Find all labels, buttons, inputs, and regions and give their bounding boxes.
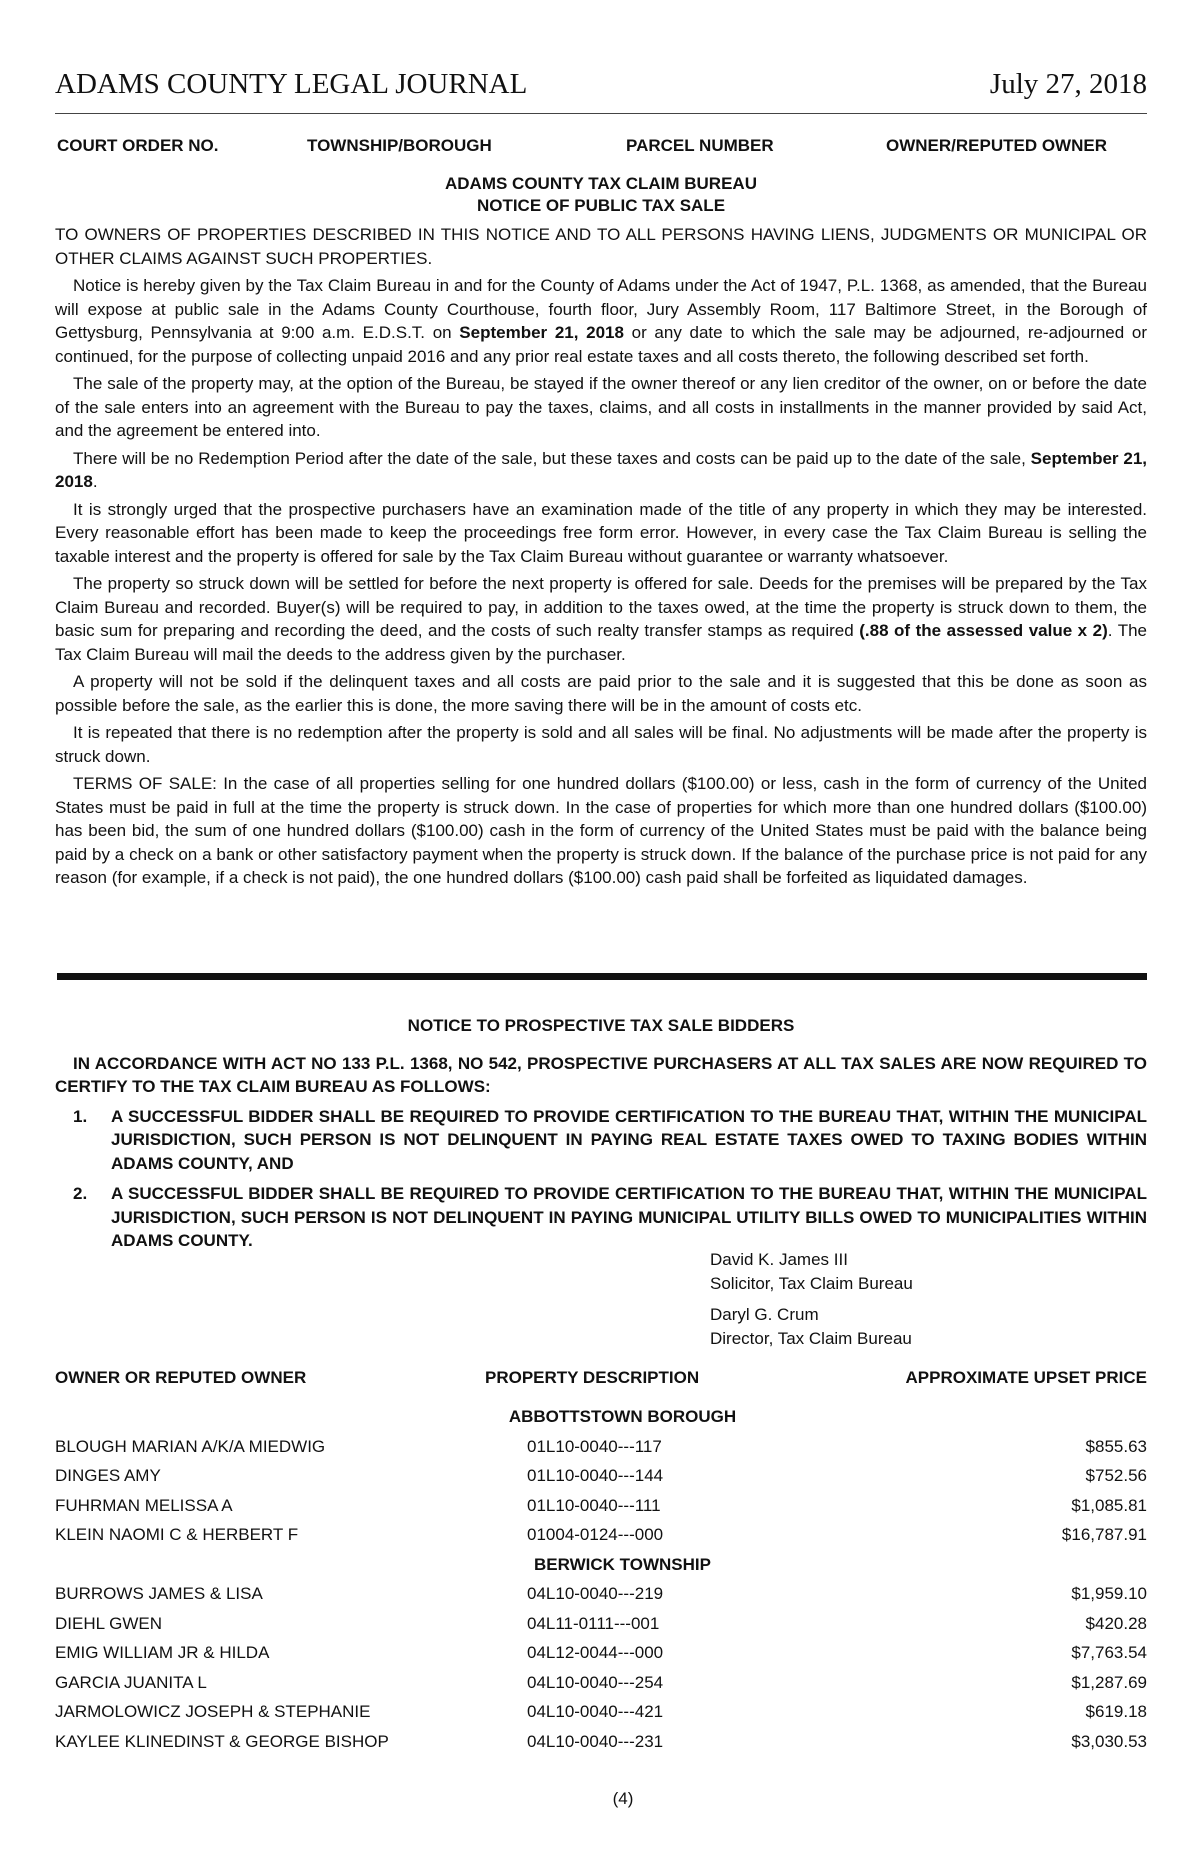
parcel-number: 04L10-0040---421: [527, 1702, 664, 1721]
table-row: [55, 1461, 1147, 1491]
listing-header-price: APPROXIMATE UPSET PRICE: [905, 1368, 1147, 1387]
section-divider: [57, 973, 1147, 980]
notice-title: [55, 173, 1147, 217]
notice-body: [55, 223, 1147, 894]
listing-header: [55, 1368, 1147, 1390]
table-row: [55, 1579, 1147, 1609]
owner-name: JARMOLOWICZ JOSEPH & STEPHANIE: [55, 1702, 371, 1721]
upset-price: $855.63: [1085, 1436, 1147, 1456]
upset-price: $1,959.10: [1071, 1584, 1147, 1603]
owner-name: BLOUGH MARIAN A/K/A MIEDWIG: [55, 1436, 326, 1456]
bidder-notice: [55, 1014, 1147, 1260]
col-parcel: PARCEL NUMBER: [626, 136, 774, 155]
signer-title: Director, Tax Claim Bureau: [710, 1328, 912, 1348]
owner-name: KLEIN NAOMI C & HERBERT F: [55, 1525, 299, 1544]
owner-name: BURROWS JAMES & LISA: [55, 1584, 263, 1603]
bidder-requirement-item: 1. A SUCCESSFUL BIDDER SHALL BE REQUIRED TO PROVIDE CERTIFICATION TO THE BUREAU THAT, WITHIN THE MUNICIPAL JURISDICTION, SUCH PERSON IS NOT DELINQUENT IN PAYING REAL ESTATE TAXES OWED TO TAXING BODIES WITHIN ADAMS COUNTY, AND: [73, 1106, 1147, 1173]
parcel-number: 04L10-0040---254: [527, 1672, 664, 1692]
notice-title-bureau: ADAMS COUNTY TAX CLAIM BUREAU: [445, 174, 757, 193]
owner-name: EMIG WILLIAM JR & HILDA: [55, 1643, 270, 1662]
signer-solicitor: [710, 1248, 913, 1295]
notice-paragraph-redemption: There will be no Redemption Period after the date of the sale, but these taxes and costs can be paid up to the date of the sale, September 21, 2018.: [55, 448, 1147, 491]
parcel-number: 04L10-0040---219: [527, 1584, 664, 1603]
upset-price: $1,085.81: [1071, 1495, 1147, 1515]
bidder-notice-title: NOTICE TO PROSPECTIVE TAX SALE BIDDERS: [407, 1016, 795, 1035]
journal-title: ADAMS COUNTY LEGAL JOURNAL: [55, 68, 528, 100]
parcel-number: 04L11-0111---001: [527, 1613, 660, 1633]
notice-paragraph-delinquent: A property will not be sold if the delinquent taxes and all costs are paid prior to the sale and it is suggested that this be done as soon as possible before the sale, as the earlier this is done, the more saving there will be in the amount of costs etc.: [55, 672, 1147, 715]
notice-paragraph-deeds: The property so struck down will be settled for before the next property is offered for sale. Deeds for the premises will be prepared by the Tax Claim Bureau and recorded. Buyer(s) will be required to pay, in addition to the taxes owed, at the time the property is struck down to them, the basic sum for preparing and recording the deed, and the costs of such realty transfer stamps as required (.88 of the assessed value x 2). The Tax Claim Bureau will mail the deeds to the address given by the purchaser.: [55, 574, 1148, 664]
sale-date: September 21, 2018: [459, 323, 624, 342]
parcel-number: 01004-0124---000: [527, 1525, 664, 1544]
masthead-rule: [55, 113, 1147, 114]
parcel-number: 01L10-0040---144: [527, 1466, 664, 1485]
notice-preamble: TO OWNERS OF PROPERTIES DESCRIBED IN THIS NOTICE AND TO ALL PERSONS HAVING LIENS, JUDGMENTS OR MUNICIPAL OR OTHER CLAIMS AGAINST SUCH PROPERTIES.: [55, 225, 1147, 268]
listing-header-description: PROPERTY DESCRIPTION: [485, 1368, 700, 1387]
owner-name: DINGES AMY: [55, 1466, 161, 1485]
listing-header-owner: OWNER OR REPUTED OWNER: [55, 1368, 307, 1387]
bidder-requirement-item: 2. A SUCCESSFUL BIDDER SHALL BE REQUIRED TO PROVIDE CERTIFICATION TO THE BUREAU THAT, WITHIN THE MUNICIPAL JURISDICTION, SUCH PERSON IS NOT DELINQUENT IN PAYING MUNICIPAL UTILITY BILLS OWED TO MUNICIPALITIES WITHIN ADAMS COUNTY.: [73, 1184, 1147, 1250]
table-row: [55, 1668, 1147, 1698]
bidder-requirements: [55, 1105, 1147, 1253]
table-row: [55, 1491, 1147, 1521]
property-listing: [55, 1402, 1147, 1756]
notice-paragraph-sale: Notice is hereby given by the Tax Claim Bureau in and for the County of Adams under the Act of 1947, P.L. 1368, as amended, that the Bureau will expose at public sale in the Adams County Courthouse, fourth floor, Jury Assembly Room, 117 Baltimore Street, in the Borough of Gettysburg, Pennsylvania at 9:00 a.m. E.D.S.T. on September 21, 2018 or any date to which the sale may be adjourned, re-adjourned or continued, for the purpose of collecting unpaid 2016 and any prior real estate taxes and all costs thereto, the following described set forth.: [55, 276, 1148, 366]
owner-name: FUHRMAN MELISSA A: [55, 1495, 233, 1515]
table-row: [55, 1638, 1147, 1668]
bidder-notice-intro: IN ACCORDANCE WITH ACT NO 133 P.L. 1368, NO 542, PROSPECTIVE PURCHASERS AT ALL TAX SALES ARE NOW REQUIRED TO CERTIFY TO THE TAX CLAIM BUREAU AS FOLLOWS:: [55, 1053, 1147, 1096]
table-row: [55, 1520, 1147, 1550]
parcel-number: 04L12-0044---000: [527, 1643, 664, 1662]
parcel-number: 01L10-0040---111: [527, 1495, 661, 1515]
upset-price: $3,030.53: [1071, 1731, 1147, 1751]
parcel-number: 01L10-0040---117: [527, 1436, 662, 1456]
notice-paragraph-final: It is repeated that there is no redemption after the property is sold and all sales will be final. No adjustments will be made after the property is struck down.: [55, 723, 1147, 766]
col-township: TOWNSHIP/BOROUGH: [307, 136, 492, 155]
column-headers: [55, 136, 1147, 158]
owner-name: KAYLEE KLINEDINST & GEORGE BISHOP: [55, 1731, 389, 1751]
owner-name: GARCIA JUANITA L: [55, 1672, 207, 1692]
col-owner: OWNER/REPUTED OWNER: [886, 136, 1107, 155]
owner-name: DIEHL GWEN: [55, 1613, 163, 1633]
page-number: (4): [612, 1789, 634, 1808]
redemption-date: September 21, 2018: [55, 448, 1147, 491]
upset-price: $16,787.91: [1061, 1525, 1147, 1544]
signer-title: Solicitor, Tax Claim Bureau: [710, 1273, 913, 1293]
signature-block: [710, 1248, 913, 1358]
parcel-number: 04L10-0040---231: [527, 1731, 664, 1751]
signer-director: [710, 1303, 913, 1350]
upset-price: $619.18: [1085, 1702, 1147, 1721]
signer-name: Daryl G. Crum: [710, 1305, 819, 1324]
municipality-heading: BERWICK TOWNSHIP: [534, 1554, 711, 1574]
notice-paragraph-terms: TERMS OF SALE: In the case of all properties selling for one hundred dollars ($100.00) or less, cash in the form of currency of the United States must be paid in full at the time the property is struck down. In the case of properties for which more than one hundred dollars ($100.00) has been bid, the sum of one hundred dollars ($100.00) cash in the form of currency of the United States must be paid with the balance being paid by a check on a bank or other satisfactory payment when the property is struck down. If the balance of the purchase price is not paid for any reason (for example, if a check is not paid), the one hundred dollars ($100.00) cash paid shall be forfeited as liquidated damages.: [55, 774, 1147, 887]
table-row: [55, 1727, 1147, 1757]
upset-price: $420.28: [1085, 1613, 1147, 1633]
table-row: [55, 1432, 1147, 1462]
signer-name: David K. James III: [710, 1250, 848, 1269]
notice-paragraph-stay: The sale of the property may, at the option of the Bureau, be stayed if the owner thereof or any lien creditor of the owner, on or before the date of the sale enters into an agreement with the Bureau to pay the taxes, claims, and all costs in installments in the manner provided by said Act, and the agreement be entered into.: [55, 374, 1147, 440]
notice-paragraph-title: It is strongly urged that the prospective purchasers have an examination made of the title of any property in which they may be interested. Every reasonable effort has been made to keep the proceedings free form error. However, in every case the Tax Claim Bureau is selling the taxable interest and the property is offered for sale by the Tax Claim Bureau without guarantee or warranty whatsoever.: [55, 499, 1147, 566]
notice-title-sale: NOTICE OF PUBLIC TAX SALE: [476, 196, 726, 215]
transfer-stamp-rate: (.88 of the assessed value x 2): [859, 621, 1108, 640]
masthead: [55, 68, 1147, 101]
municipality-heading: ABBOTTSTOWN BOROUGH: [508, 1407, 737, 1426]
col-court-order: COURT ORDER NO.: [57, 136, 219, 155]
issue-date: July 27, 2018: [989, 68, 1147, 100]
upset-price: $1,287.69: [1071, 1672, 1147, 1692]
table-row: [55, 1609, 1147, 1639]
table-row: [55, 1697, 1147, 1727]
upset-price: $7,763.54: [1071, 1643, 1147, 1662]
upset-price: $752.56: [1085, 1466, 1147, 1485]
